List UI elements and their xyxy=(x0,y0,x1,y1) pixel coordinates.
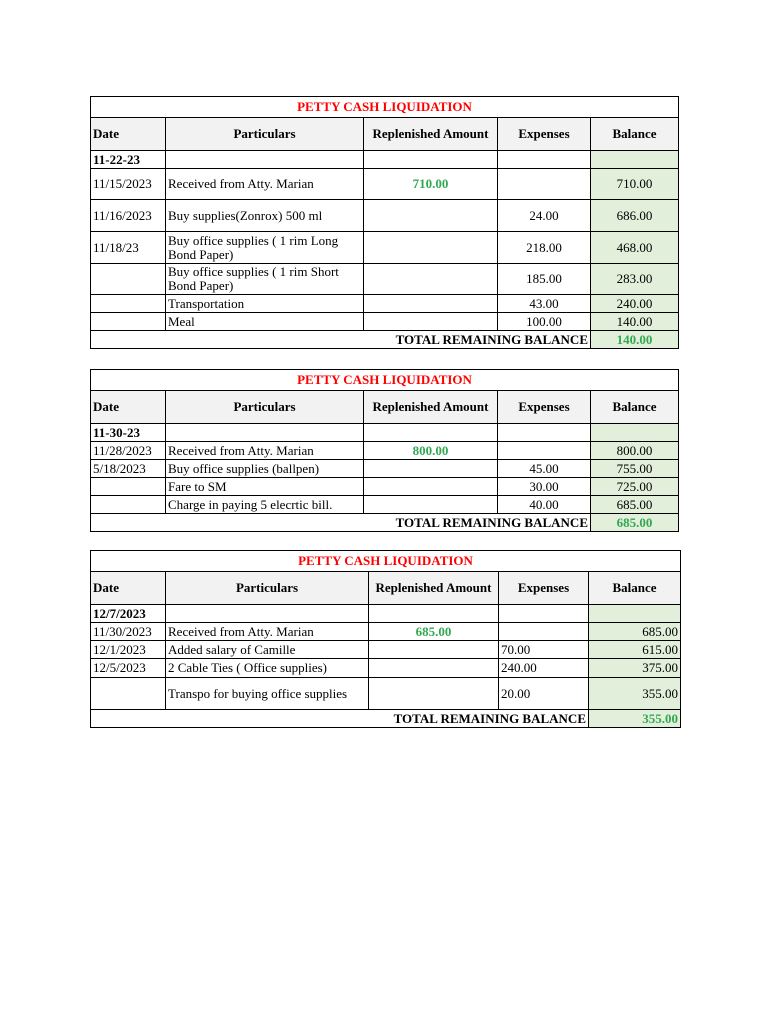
total-label: TOTAL REMAINING BALANCE xyxy=(91,710,589,728)
header-replenished: Replenished Amount xyxy=(364,118,498,151)
row-date: 5/18/2023 xyxy=(91,460,166,478)
row-replenished xyxy=(364,496,498,514)
header-expenses: Expenses xyxy=(499,572,589,605)
row-date: 11/28/2023 xyxy=(91,442,166,460)
row-particulars: Received from Atty. Marian xyxy=(166,623,369,641)
row-particulars: Fare to SM xyxy=(166,478,364,496)
row-replenished xyxy=(364,478,498,496)
row-date xyxy=(91,264,166,295)
row-replenished xyxy=(369,678,499,710)
row-date xyxy=(91,313,166,331)
row-replenished xyxy=(364,313,498,331)
table-row xyxy=(91,659,681,678)
header-expenses: Expenses xyxy=(498,391,591,424)
row-particulars: Added salary of Camille xyxy=(166,641,369,659)
row-balance: 685.00 xyxy=(589,623,681,641)
row-balance: 685.00 xyxy=(591,496,679,514)
row-particulars: Buy office supplies (ballpen) xyxy=(166,460,364,478)
group-date: 12/7/2023 xyxy=(91,605,166,623)
header-expenses: Expenses xyxy=(498,118,591,151)
row-balance: 800.00 xyxy=(591,442,679,460)
total-label: TOTAL REMAINING BALANCE xyxy=(91,514,591,532)
header-replenished: Replenished Amount xyxy=(369,572,499,605)
header-balance: Balance xyxy=(591,391,679,424)
row-particulars: Received from Atty. Marian xyxy=(166,169,364,200)
table-row xyxy=(91,678,681,710)
row-date: 11/18/23 xyxy=(91,232,166,264)
row-expenses: 70.00 xyxy=(499,641,589,659)
table-row xyxy=(91,200,679,232)
row-balance: 615.00 xyxy=(589,641,681,659)
total-value: 355.00 xyxy=(589,710,681,728)
table-row xyxy=(91,460,679,478)
row-expenses: 100.00 xyxy=(498,313,591,331)
row-expenses: 30.00 xyxy=(498,478,591,496)
row-expenses: 20.00 xyxy=(499,678,589,710)
table-row xyxy=(91,295,679,313)
row-date: 11/15/2023 xyxy=(91,169,166,200)
row-particulars: Buy office supplies ( 1 rim Long Bond Paper) xyxy=(166,232,364,264)
row-balance: 725.00 xyxy=(591,478,679,496)
row-date xyxy=(91,678,166,710)
table-row xyxy=(91,478,679,496)
header-particulars: Particulars xyxy=(166,391,364,424)
row-replenished: 710.00 xyxy=(364,169,498,200)
header-date: Date xyxy=(91,391,166,424)
row-particulars: Transportation xyxy=(166,295,364,313)
table-title: PETTY CASH LIQUIDATION xyxy=(91,551,681,572)
table-title: PETTY CASH LIQUIDATION xyxy=(91,370,679,391)
header-replenished: Replenished Amount xyxy=(364,391,498,424)
table-row xyxy=(91,496,679,514)
row-expenses xyxy=(499,623,589,641)
row-replenished xyxy=(364,460,498,478)
row-balance: 283.00 xyxy=(591,264,679,295)
row-particulars: Buy supplies(Zonrox) 500 ml xyxy=(166,200,364,232)
table-row xyxy=(91,442,679,460)
header-balance: Balance xyxy=(591,118,679,151)
table-row xyxy=(91,641,681,659)
total-row xyxy=(91,514,679,532)
row-date: 11/16/2023 xyxy=(91,200,166,232)
row-expenses xyxy=(498,442,591,460)
row-expenses: 240.00 xyxy=(499,659,589,678)
row-replenished xyxy=(364,232,498,264)
row-expenses xyxy=(498,169,591,200)
table-row xyxy=(91,623,681,641)
header-date: Date xyxy=(91,118,166,151)
total-row xyxy=(91,331,679,349)
petty-cash-table-2 xyxy=(90,369,679,532)
row-balance: 355.00 xyxy=(589,678,681,710)
table-row xyxy=(91,264,679,295)
row-expenses: 185.00 xyxy=(498,264,591,295)
row-replenished: 685.00 xyxy=(369,623,499,641)
header-date: Date xyxy=(91,572,166,605)
row-particulars: Charge in paying 5 elecrtic bill. xyxy=(166,496,364,514)
row-balance: 755.00 xyxy=(591,460,679,478)
row-replenished xyxy=(369,659,499,678)
row-expenses: 24.00 xyxy=(498,200,591,232)
row-replenished xyxy=(369,641,499,659)
row-date xyxy=(91,295,166,313)
total-row xyxy=(91,710,681,728)
row-date: 11/30/2023 xyxy=(91,623,166,641)
petty-cash-table-1 xyxy=(90,96,679,349)
row-date xyxy=(91,496,166,514)
row-date: 12/1/2023 xyxy=(91,641,166,659)
table-row xyxy=(91,313,679,331)
row-replenished xyxy=(364,295,498,313)
total-label: TOTAL REMAINING BALANCE xyxy=(91,331,591,349)
row-particulars: Buy office supplies ( 1 rim Short Bond Paper) xyxy=(166,264,364,295)
row-expenses: 40.00 xyxy=(498,496,591,514)
row-date xyxy=(91,478,166,496)
row-replenished xyxy=(364,200,498,232)
row-balance: 468.00 xyxy=(591,232,679,264)
total-value: 685.00 xyxy=(591,514,679,532)
table-row xyxy=(91,169,679,200)
row-balance: 710.00 xyxy=(591,169,679,200)
row-date: 12/5/2023 xyxy=(91,659,166,678)
row-expenses: 45.00 xyxy=(498,460,591,478)
row-balance: 375.00 xyxy=(589,659,681,678)
row-balance: 686.00 xyxy=(591,200,679,232)
petty-cash-table-3 xyxy=(90,550,681,728)
row-replenished xyxy=(364,264,498,295)
header-balance: Balance xyxy=(589,572,681,605)
row-replenished: 800.00 xyxy=(364,442,498,460)
row-balance: 140.00 xyxy=(591,313,679,331)
row-expenses: 218.00 xyxy=(498,232,591,264)
group-date: 11-30-23 xyxy=(91,424,166,442)
row-expenses: 43.00 xyxy=(498,295,591,313)
header-particulars: Particulars xyxy=(166,572,369,605)
group-date: 11-22-23 xyxy=(91,151,166,169)
row-particulars: Received from Atty. Marian xyxy=(166,442,364,460)
total-value: 140.00 xyxy=(591,331,679,349)
row-balance: 240.00 xyxy=(591,295,679,313)
row-particulars: Meal xyxy=(166,313,364,331)
table-title: PETTY CASH LIQUIDATION xyxy=(91,97,679,118)
row-particulars: Transpo for buying office supplies xyxy=(166,678,369,710)
row-particulars: 2 Cable Ties ( Office supplies) xyxy=(166,659,369,678)
table-row xyxy=(91,232,679,264)
header-particulars: Particulars xyxy=(166,118,364,151)
